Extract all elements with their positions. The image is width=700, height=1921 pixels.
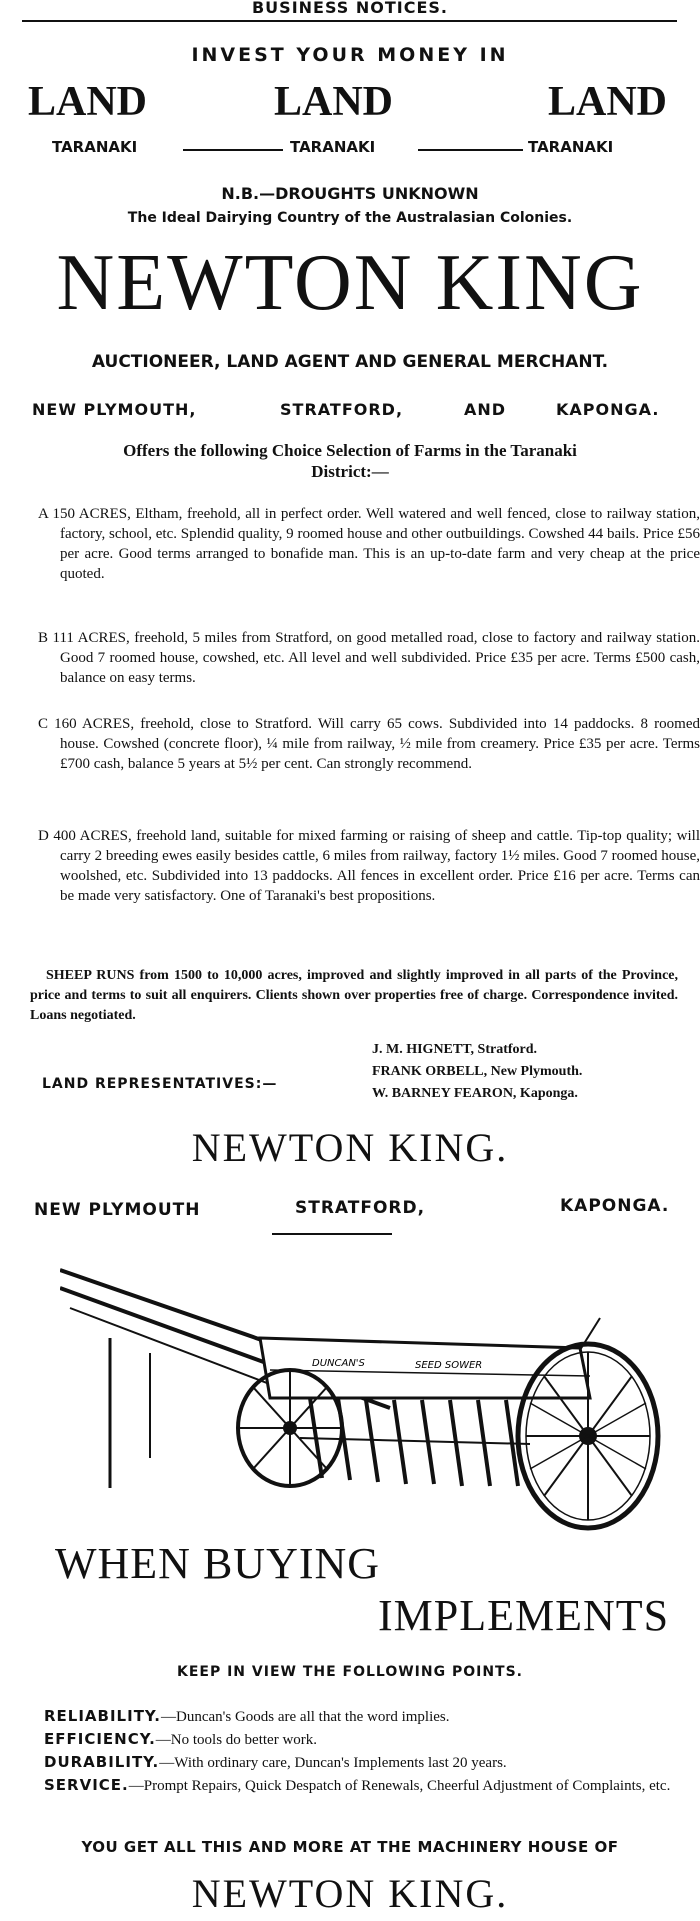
keep-in-view-line: KEEP IN VIEW THE FOLLOWING POINTS. [176,1664,524,1680]
farm-b: B 111 ACRES, freehold, 5 miles from Stratford, on good metalled road, close to factory and railway station. Good 7 roomed house, cowshed, etc. All level and well subdivided. Price £35 per acre. Terms £500 cash, balance on easy terms. [38,630,700,686]
point-text: —No tools do better work. [155,1732,318,1748]
firm-name-medium: NEWTON KING. [191,1125,509,1170]
ad2-town-new-plymouth: NEW PLYMOUTH [34,1200,201,1220]
point-reliability [44,1706,684,1727]
rep-fearon: W. BARNEY FEARON, Kaponga. [372,1086,578,1101]
point-text: —With ordinary care, Duncan's Implements last 20 years. [159,1755,507,1771]
point-term: SERVICE. [44,1776,129,1794]
sheep-runs-para: SHEEP RUNS from 1500 to 10,000 acres, improved and slightly improved in all parts of the Province, price and terms to suit all enquirers. Clients shown over properties free of charge. Correspondence invited. Loans negotiated. [30,968,678,1023]
offers-line: Offers the following Choice Selection of Farms in the Taranaki District:— [123,441,577,481]
droughts-line: N.B.—DROUGHTS UNKNOWN [221,184,479,203]
town-new-plymouth: NEW PLYMOUTH, [32,400,197,419]
point-term: RELIABILITY. [44,1707,162,1725]
taranaki-center: TARANAKI [290,138,376,156]
headline-when-buying: WHEN BUYING [55,1539,381,1588]
town-stratford: STRATFORD, [280,400,404,419]
rep-hignett: J. M. HIGNETT, Stratford. [372,1042,538,1057]
point-term: DURABILITY. [44,1753,160,1771]
ad2-town-stratford: STRATFORD, [295,1198,426,1218]
land-word-center: LAND [274,79,394,125]
firm-name-large: NEWTON KING [56,239,644,327]
point-text: —Prompt Repairs, Quick Despatch of Renewals, Cheerful Adjustment of Complaints, etc. [128,1778,671,1794]
invest-heading: INVEST YOUR MONEY IN [191,44,509,66]
section-title: BUSINESS NOTICES. [251,0,448,17]
ad2-town-kaponga: KAPONGA. [560,1196,670,1216]
taranaki-left: TARANAKI [52,138,138,156]
point-durability [44,1752,684,1773]
town-and: AND [464,400,507,419]
point-service [44,1775,700,1796]
drill-label-duncans: DUNCAN'S [312,1358,365,1369]
taranaki-right: TARANAKI [528,138,614,156]
land-reps-label: LAND REPRESENTATIVES:— [42,1076,278,1092]
taranaki-rule-2 [418,149,523,151]
farm-d: D 400 ACRES, freehold land, suitable for mixed farming or raising of sheep and cattle. Tip-top quality; will carry 2 breeding ewes easily besides cattle, 6 miles from railway, factory 1½ miles. Good 7 roomed house, woolshed, etc. Subdivided into 13 paddocks. All fences in excellent order. Price £16 per acre. Terms can be made very satisfactory. One of Taranaki's best propositions. [38,828,700,904]
farm-a: A 150 ACRES, Eltham, freehold, all in perfect order. Well watered and well fenced, close to railway station, factory, school, etc. Splendid quality, 9 roomed house and other outbuildings. Cowshed 44 bails. Price £56 per acre. Good terms arranged to bonafide man. This is an up-to-date farm and very cheap at the price quoted. [38,506,700,582]
town-kaponga: KAPONGA. [556,400,660,419]
land-word-right: LAND [548,79,668,125]
drill-label-seed-sower: SEED SOWER [415,1360,483,1371]
point-efficiency [44,1729,684,1750]
trades-line: AUCTIONEER, LAND AGENT AND GENERAL MERCHANT. [91,352,609,372]
point-term: EFFICIENCY. [44,1730,156,1748]
farm-c: C 160 ACRES, freehold, close to Stratford. Will carry 65 cows. Subdivided into 14 paddocks. 8 roomed house. Cowshed (concrete floor), ¼ mile from railway, ½ mile from creamery. Price £35 per acre. Terms £700 cash, balance 5 years at 5½ per cent. Can strongly recommend. [38,716,700,772]
left-wheel [238,1370,342,1486]
right-wheel [518,1344,658,1528]
header-rule [22,20,677,22]
firm-name-bottom: NEWTON KING. [191,1871,509,1916]
point-text: —Duncan's Goods are all that the word implies. [161,1709,450,1725]
closing-line: YOU GET ALL THIS AND MORE AT THE MACHINERY HOUSE OF [81,1838,619,1856]
rep-orbell: FRANK ORBELL, New Plymouth. [372,1064,583,1079]
taranaki-rule-1 [183,149,283,151]
headline-implements: IMPLEMENTS [378,1591,670,1640]
ideal-line: The Ideal Dairying Country of the Australasian Colonies. [127,210,573,226]
ad2-towns-rule [272,1233,392,1235]
seed-drill-illustration [60,1258,670,1558]
land-word-left: LAND [28,79,148,125]
